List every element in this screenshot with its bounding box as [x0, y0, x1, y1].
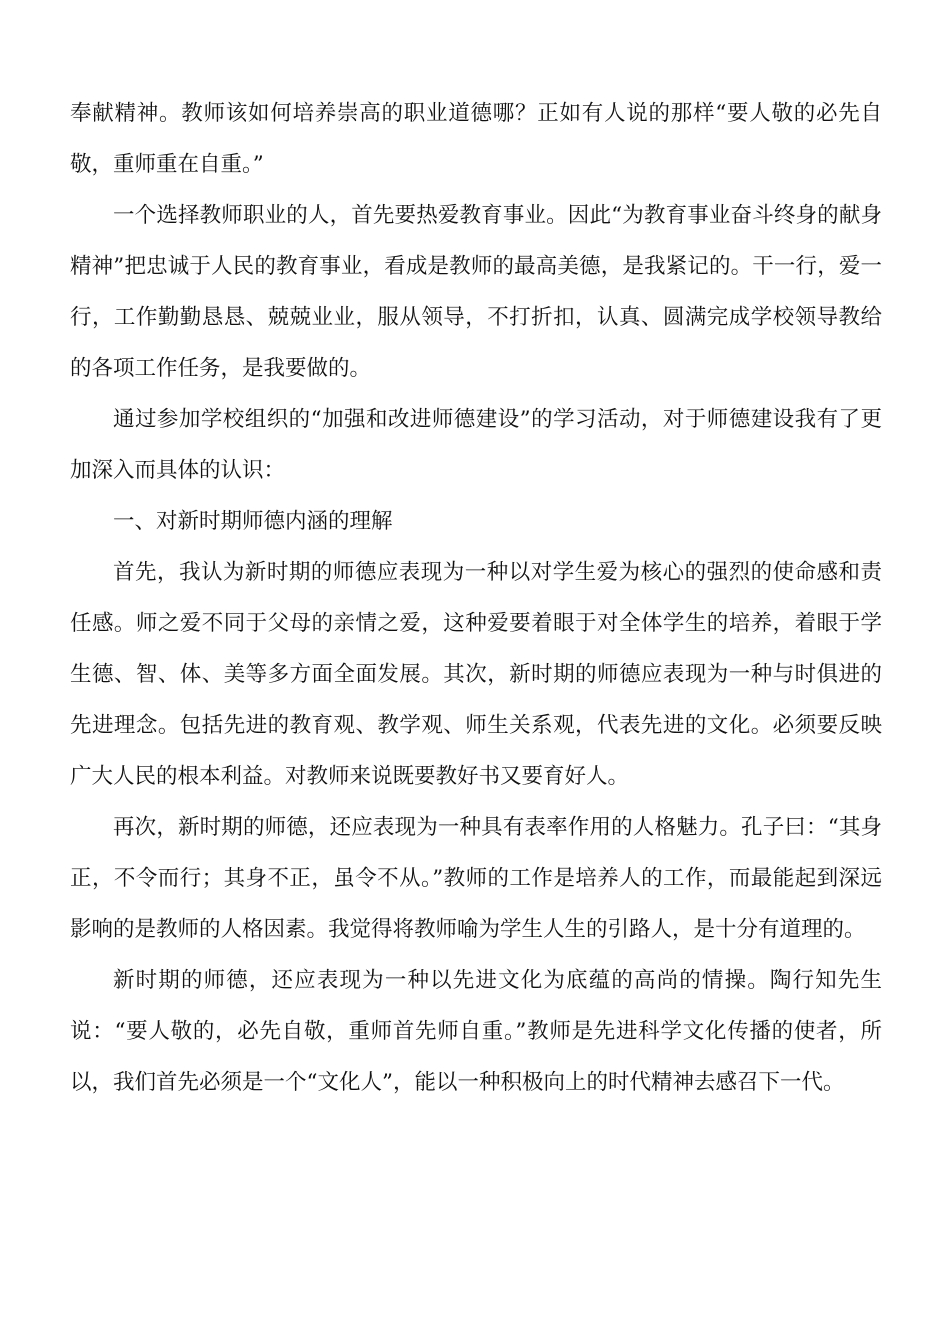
- section-heading: 一、对新时期师德内涵的理解: [113, 509, 393, 534]
- paragraph-first-point: 首先，我认为新时期的师德应表现为一种以对学生爱为核心的强烈的使命感和责任感。师之爱不同于父母的亲情之爱，这种爱要着眼于对全体学生的培养，着眼于学生德、智、体、美等多方面全面发展。其次，新时期的师德应表现为一种与时俱进的先进理念。包括先进的教育观、教学观、师生关系观，代表先进的文化。必须要反映广大人民的根本利益。对教师来说既要教好书又要育好人。: [70, 560, 882, 789]
- paragraph-second-point: 再次，新时期的师德，还应表现为一种具有表率作用的人格魅力。孔子曰：“其身正，不令而行；其身不正，虽令不从。”教师的工作是培养人的工作，而最能起到深远影响的是教师的人格因素。我觉得将教师喻为学生人生的引路人，是十分有道理的。: [70, 815, 882, 942]
- paragraph-love-education: 一个选择教师职业的人，首先要热爱教育事业。因此“为教育事业奋斗终身的献身精神”把忠诚于人民的教育事业，看成是教师的最高美德，是我紧记的。干一行，爱一行，工作勤勤恳恳、兢兢业业，服从领导，不打折扣，认真、圆满完成学校领导教给的各项工作任务，是我要做的。: [70, 203, 882, 381]
- paragraph-continuation: 奉献精神。教师该如何培养崇高的职业道德哪？正如有人说的那样“要人敬的必先自敬，重师重在自重。”: [70, 101, 882, 177]
- document-page: [70, 88, 882, 1108]
- paragraph-study-activity: 通过参加学校组织的“加强和改进师德建设”的学习活动，对于师德建设我有了更加深入而具体的认识：: [70, 407, 882, 483]
- paragraph-third-point: 新时期的师德，还应表现为一种以先进文化为底蕴的高尚的情操。陶行知先生说：“要人敬的，必先自敬，重师首先师自重。”教师是先进科学文化传播的使者，所以，我们首先必须是一个“文化人”，能以一种积极向上的时代精神去感召下一代。: [70, 968, 882, 1095]
